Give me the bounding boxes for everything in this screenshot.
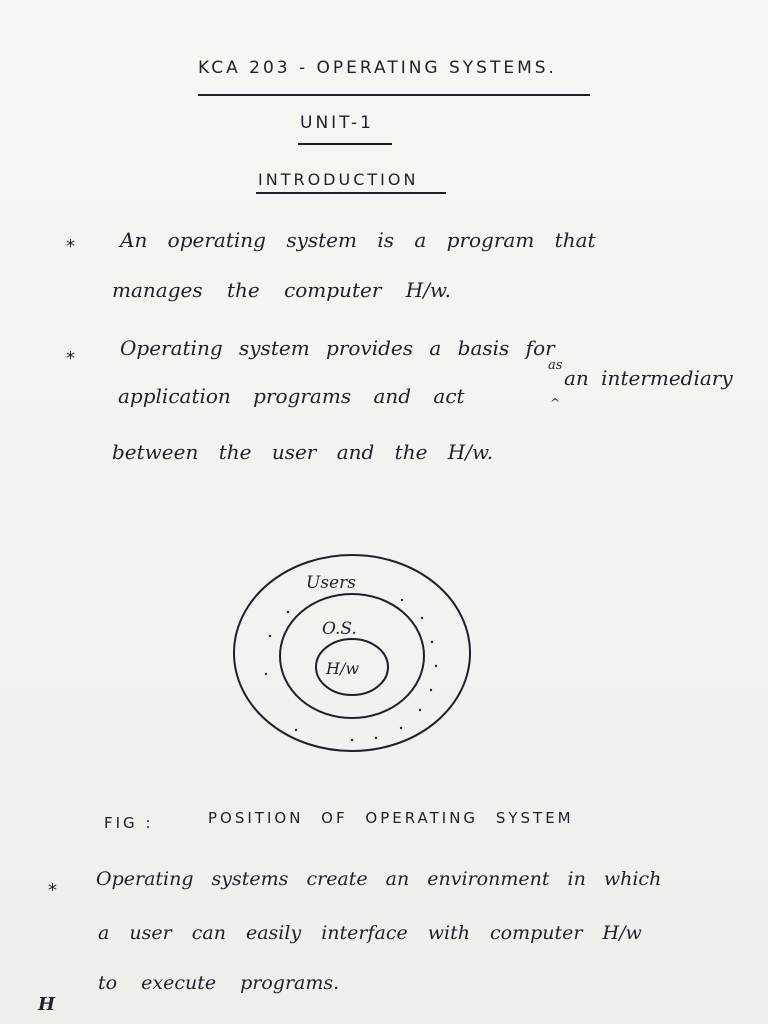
margin-mark: H bbox=[38, 994, 56, 1015]
note-p2-line2b: an intermediary bbox=[564, 366, 733, 390]
note-p2-insert: as bbox=[548, 358, 563, 373]
os-position-diagram bbox=[226, 550, 478, 760]
course-title-underline bbox=[198, 94, 590, 96]
bullet-3: * bbox=[48, 880, 57, 901]
note-p2-line2a: application programs and act bbox=[118, 384, 465, 408]
note-p3-line3: to execute programs. bbox=[98, 972, 340, 994]
os-label: O.S. bbox=[322, 619, 357, 639]
figure-caption: POSITION OF OPERATING SYSTEM bbox=[208, 809, 574, 827]
figure-caption-prefix: FIG : bbox=[104, 814, 154, 832]
unit-title: UNIT-1 bbox=[300, 113, 374, 133]
unit-title-underline bbox=[298, 143, 392, 145]
bullet-1: * bbox=[66, 236, 75, 257]
note-p1-line2: manages the computer H/w. bbox=[112, 278, 452, 302]
topic-title: INTRODUCTION bbox=[258, 170, 419, 189]
users-label: Users bbox=[306, 573, 356, 593]
note-p3-line2: a user can easily interface with computer H/w bbox=[98, 922, 642, 944]
os-ring bbox=[280, 594, 424, 718]
note-p2-line1: Operating system provides a basis for bbox=[120, 336, 555, 360]
hw-label: H/w bbox=[326, 659, 360, 678]
note-p1-line1: An operating system is a program that bbox=[120, 228, 596, 252]
bullet-2: * bbox=[66, 348, 75, 369]
course-title: KCA 203 - OPERATING SYSTEMS. bbox=[198, 58, 557, 78]
note-p2-caret: ^ bbox=[550, 396, 561, 410]
note-p3-line1: Operating systems create an environment in which bbox=[96, 868, 662, 890]
note-p2-line3: between the user and the H/w. bbox=[112, 440, 494, 464]
topic-title-underline bbox=[256, 192, 446, 194]
